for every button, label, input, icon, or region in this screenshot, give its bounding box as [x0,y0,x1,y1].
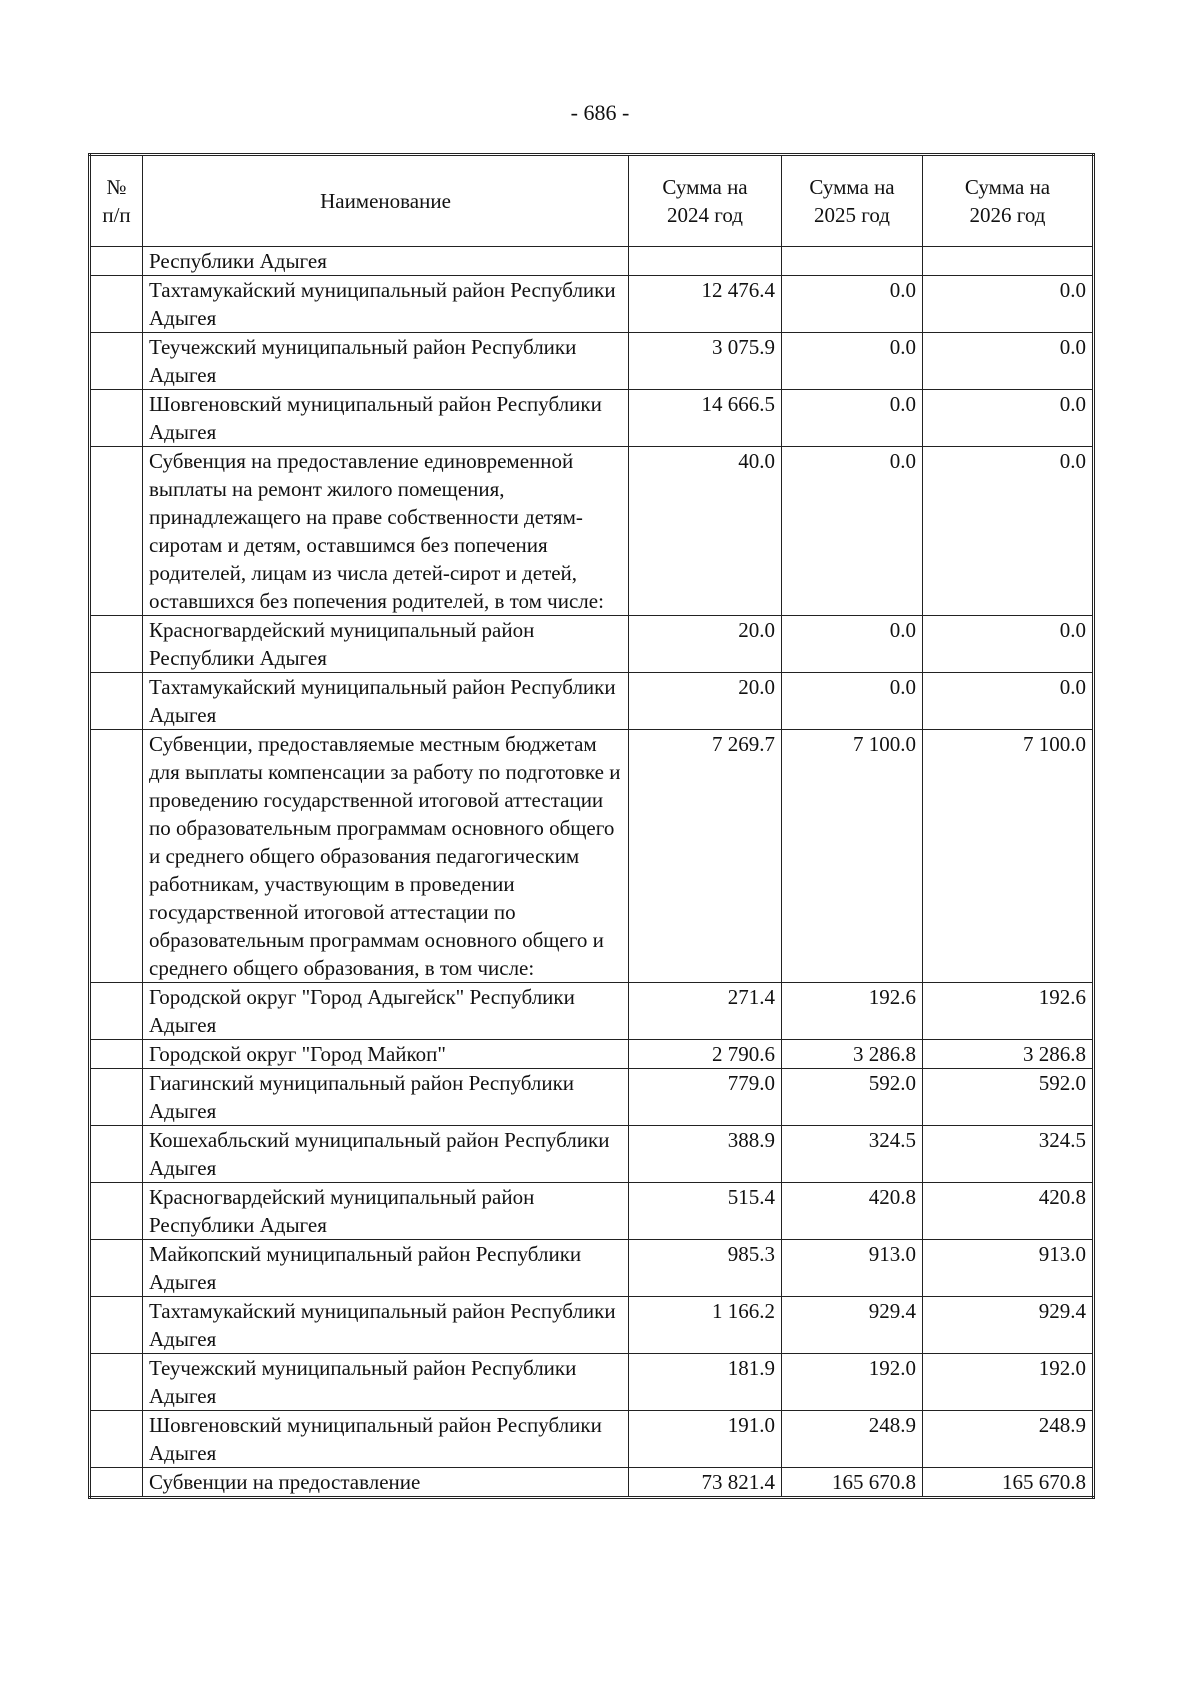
header-number-line1: № [106,175,127,199]
table-row [90,276,1094,333]
row-amount-2026: 0.0 [923,390,1094,447]
table-body [90,247,1094,1498]
row-number [90,1126,143,1183]
row-name: Тахтамукайский муниципальный район Республики Адыгея [143,1297,629,1354]
row-amount-2025: 420.8 [782,1183,923,1240]
header-number [90,155,143,247]
row-amount-2025: 192.0 [782,1354,923,1411]
row-amount-2026: 0.0 [923,447,1094,616]
row-amount-2026: 0.0 [923,333,1094,390]
row-number [90,276,143,333]
row-amount-2025: 592.0 [782,1069,923,1126]
row-amount-2026: 0.0 [923,276,1094,333]
row-amount-2025: 324.5 [782,1126,923,1183]
row-amount-2025: 0.0 [782,276,923,333]
row-number [90,247,143,276]
row-number [90,616,143,673]
table-row [90,673,1094,730]
row-amount-2024: 388.9 [629,1126,782,1183]
row-name: Республики Адыгея [143,247,629,276]
row-amount-2025: 3 286.8 [782,1040,923,1069]
row-amount-2024: 20.0 [629,616,782,673]
header-2026-line1: Сумма на [964,175,1051,199]
row-amount-2026: 192.6 [923,983,1094,1040]
row-amount-2026 [923,247,1094,276]
row-amount-2025: 248.9 [782,1411,923,1468]
table-row [90,333,1094,390]
header-2024 [629,155,782,247]
row-amount-2024: 985.3 [629,1240,782,1297]
table-row [90,1354,1094,1411]
row-amount-2025 [782,247,923,276]
row-amount-2024: 73 821.4 [629,1468,782,1498]
row-amount-2024: 14 666.5 [629,390,782,447]
page-number: - 686 - [570,100,630,125]
header-2025-line2: 2025 год [814,203,890,227]
row-amount-2024: 12 476.4 [629,276,782,333]
table-row [90,1411,1094,1468]
row-name: Красногвардейский муниципальный район Республики Адыгея [143,1183,629,1240]
row-amount-2024: 515.4 [629,1183,782,1240]
row-number [90,390,143,447]
header-2025-line1: Сумма на [809,175,895,199]
table-row [90,1297,1094,1354]
row-name: Теучежский муниципальный район Республики Адыгея [143,333,629,390]
row-name: Гиагинский муниципальный район Республики Адыгея [143,1069,629,1126]
row-amount-2024: 191.0 [629,1411,782,1468]
row-name: Теучежский муниципальный район Республики Адыгея [143,1354,629,1411]
row-amount-2025: 192.6 [782,983,923,1040]
row-number [90,1183,143,1240]
row-amount-2024: 40.0 [629,447,782,616]
row-name: Субвенции на предоставление [143,1468,629,1498]
table-row [90,616,1094,673]
row-number [90,1069,143,1126]
row-amount-2024: 2 790.6 [629,1040,782,1069]
row-name: Кошехабльский муниципальный район Республики Адыгея [143,1126,629,1183]
budget-table [88,153,1095,1499]
header-2024-line1: Сумма на [662,175,748,199]
row-amount-2025: 929.4 [782,1297,923,1354]
header-number-line2: п/п [102,203,131,227]
row-amount-2026: 165 670.8 [923,1468,1094,1498]
row-amount-2025: 0.0 [782,447,923,616]
header-row [90,155,1094,247]
row-amount-2025: 7 100.0 [782,730,923,983]
row-amount-2026: 248.9 [923,1411,1094,1468]
row-number [90,1040,143,1069]
row-number [90,447,143,616]
row-number [90,1354,143,1411]
table-header [90,155,1094,247]
row-amount-2024: 1 166.2 [629,1297,782,1354]
row-amount-2024: 20.0 [629,673,782,730]
table-row [90,247,1094,276]
row-amount-2026: 192.0 [923,1354,1094,1411]
table-row [90,1468,1094,1498]
row-amount-2025: 0.0 [782,673,923,730]
row-name: Шовгеновский муниципальный район Республики Адыгея [143,390,629,447]
row-name: Субвенция на предоставление единовременной выплаты на ремонт жилого помещения, принадлежащего на праве собственности детям-сиротам и детям, оставшимся без попечения родителей, лицам из числа детей-сирот и детей, оставшихся без попечения родителей, в том числе: [143,447,629,616]
row-amount-2024: 271.4 [629,983,782,1040]
row-name: Майкопский муниципальный район Республики Адыгея [143,1240,629,1297]
row-amount-2026: 0.0 [923,673,1094,730]
row-name: Красногвардейский муниципальный район Республики Адыгея [143,616,629,673]
row-amount-2025: 165 670.8 [782,1468,923,1498]
row-amount-2025: 0.0 [782,333,923,390]
row-amount-2024: 3 075.9 [629,333,782,390]
table-row [90,1126,1094,1183]
table-row [90,447,1094,616]
row-name: Субвенции, предоставляемые местным бюджетам для выплаты компенсации за работу по подготовке и проведению государственной итоговой аттестации по образовательным программам основного общего и среднего общего образования педагогическим работникам, участвующим в проведении государственной итоговой аттестации по образовательным программам основного общего и среднего общего образования, в том числе: [143,730,629,983]
row-amount-2026: 3 286.8 [923,1040,1094,1069]
row-amount-2025: 0.0 [782,616,923,673]
row-name: Городской округ "Город Адыгейск" Республики Адыгея [143,983,629,1040]
row-name: Тахтамукайский муниципальный район Республики Адыгея [143,276,629,333]
header-name: Наименование [143,155,629,247]
table-row [90,730,1094,983]
row-number [90,1411,143,1468]
header-2026 [923,155,1094,247]
row-amount-2026: 913.0 [923,1240,1094,1297]
row-amount-2025: 0.0 [782,390,923,447]
row-number [90,983,143,1040]
row-number [90,1297,143,1354]
row-amount-2024: 181.9 [629,1354,782,1411]
table-row [90,1040,1094,1069]
row-amount-2026: 7 100.0 [923,730,1094,983]
row-number [90,1468,143,1498]
row-amount-2026: 929.4 [923,1297,1094,1354]
table-row [90,390,1094,447]
table-row [90,1069,1094,1126]
row-number [90,730,143,983]
header-2025 [782,155,923,247]
row-name: Городской округ "Город Майкоп" [143,1040,629,1069]
row-amount-2025: 913.0 [782,1240,923,1297]
row-amount-2026: 420.8 [923,1183,1094,1240]
table-row [90,1240,1094,1297]
row-amount-2026: 0.0 [923,616,1094,673]
row-amount-2024: 7 269.7 [629,730,782,983]
table-row [90,983,1094,1040]
row-amount-2026: 592.0 [923,1069,1094,1126]
row-number [90,333,143,390]
row-name: Шовгеновский муниципальный район Республики Адыгея [143,1411,629,1468]
table-row [90,1183,1094,1240]
row-number [90,673,143,730]
row-amount-2024 [629,247,782,276]
row-number [90,1240,143,1297]
row-amount-2026: 324.5 [923,1126,1094,1183]
row-amount-2024: 779.0 [629,1069,782,1126]
row-name: Тахтамукайский муниципальный район Республики Адыгея [143,673,629,730]
header-2024-line2: 2024 год [667,203,743,227]
header-2026-line2: 2026 год [969,203,1046,227]
